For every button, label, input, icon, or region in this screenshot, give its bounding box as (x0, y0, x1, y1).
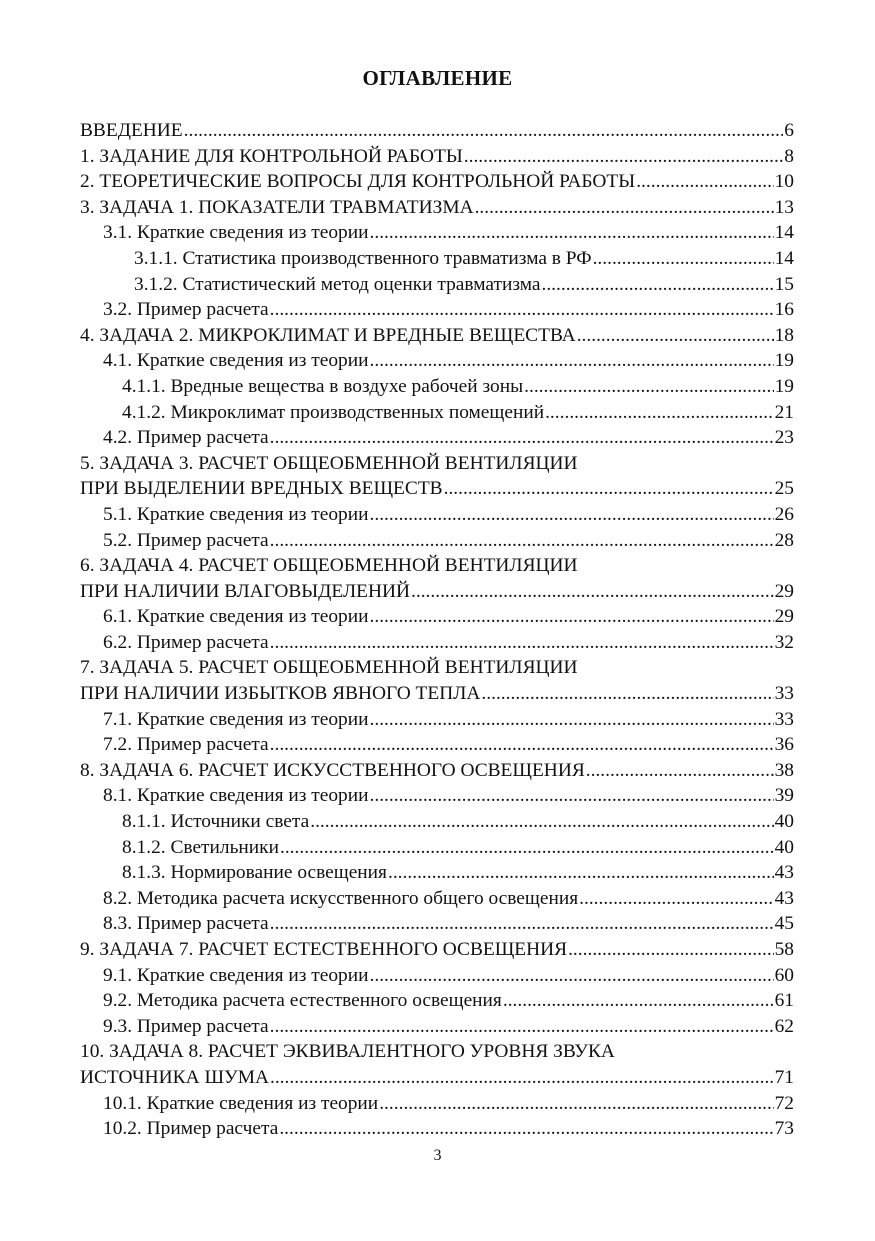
toc-entry-label: ВВЕДЕНИЕ (80, 120, 183, 141)
toc-entry-label: 9. ЗАДАЧА 7. РАСЧЕТ ЕСТЕСТВЕННОГО ОСВЕЩЕНИЯ (80, 939, 568, 960)
toc-entry-label: 7.2. Пример расчета (103, 734, 269, 756)
toc-entry-label: 8.1. Краткие сведения из теории (103, 785, 369, 807)
toc-entry[interactable] (80, 400, 794, 426)
toc-entry-page: 60 (774, 964, 794, 986)
toc-entry-heading-line[interactable] (80, 553, 794, 579)
dot-leader (370, 348, 774, 374)
toc-entry-page: 61 (774, 990, 794, 1012)
toc-entry-page: 43 (774, 862, 794, 884)
toc-entry[interactable] (80, 809, 794, 835)
toc-entry[interactable] (80, 323, 794, 349)
toc-entry-heading-line[interactable] (80, 451, 794, 477)
dot-leader (370, 963, 774, 989)
toc-entry-page: 38 (774, 759, 794, 781)
toc-entry-label: 3.2. Пример расчета (103, 299, 269, 321)
toc-entry[interactable] (80, 860, 794, 886)
toc-entry-label: 5.2. Пример расчета (103, 529, 269, 551)
dot-leader (270, 528, 774, 554)
toc-entry[interactable] (80, 988, 794, 1014)
toc-entry[interactable] (80, 758, 794, 784)
toc-entry-label: 9.3. Пример расчета (103, 1015, 269, 1037)
toc-entry-page: 33 (774, 683, 794, 705)
dot-leader (279, 1116, 773, 1142)
dot-leader (270, 911, 774, 937)
toc-entry[interactable] (80, 1091, 794, 1117)
toc-entry-label: 4.1.2. Микроклимат производственных помещений (122, 401, 545, 423)
toc-entry-page: 28 (774, 529, 794, 551)
dot-leader (370, 783, 774, 809)
toc-entry-label: 8.1.1. Источники света (122, 811, 310, 833)
dot-leader (370, 502, 774, 528)
toc-entry-page: 18 (774, 324, 794, 346)
toc-entry[interactable] (80, 1116, 794, 1142)
toc-entry[interactable] (80, 886, 794, 912)
toc-entry-label: 9.2. Методика расчета естественного освещения (103, 990, 502, 1012)
toc-entry-page: 21 (774, 401, 794, 423)
toc-entry[interactable] (80, 604, 794, 630)
toc-entry[interactable] (80, 272, 794, 298)
toc-entry-label: 3.1.1. Статистика производственного травматизма в РФ (134, 247, 592, 269)
toc-entry-page: 14 (774, 247, 794, 269)
toc-entry-page: 45 (774, 913, 794, 935)
toc-entry-label: 6. ЗАДАЧА 4. РАСЧЕТ ОБЩЕОБМЕННОЙ ВЕНТИЛЯЦИИ (80, 555, 578, 577)
toc-title: ОГЛАВЛЕНИЕ (362, 66, 513, 90)
toc-entry-page: 6 (784, 120, 794, 141)
toc-entry-page: 19 (774, 375, 794, 397)
toc-entry-label: 10. ЗАДАЧА 8. РАСЧЕТ ЭКВИВАЛЕНТНОГО УРОВНЯ ЗВУКА (80, 1041, 615, 1063)
dot-leader (593, 246, 774, 272)
toc-entry-label: 10.2. Пример расчета (103, 1118, 279, 1140)
toc-entry-label: 8.1.3. Нормирование освещения (122, 862, 387, 884)
toc-entry-page: 32 (774, 631, 794, 653)
toc-entry-page: 16 (774, 299, 794, 321)
toc-entry-label: ПРИ ВЫДЕЛЕНИИ ВРЕДНЫХ ВЕЩЕСТВ (80, 478, 443, 500)
toc-entry-page: 72 (774, 1092, 794, 1114)
toc-entry-label: 7. ЗАДАЧА 5. РАСЧЕТ ОБЩЕОБМЕННОЙ ВЕНТИЛЯЦИИ (80, 657, 578, 679)
toc-entry-label: 3.1.2. Статистический метод оценки травматизма (134, 273, 541, 295)
dot-leader (579, 886, 773, 912)
dot-leader (636, 169, 773, 195)
toc-entry-page: 13 (774, 196, 794, 218)
dot-leader (568, 937, 774, 963)
toc-entry-page: 23 (774, 427, 794, 449)
toc-entry-label: 4.2. Пример расчета (103, 427, 269, 449)
toc-entry-label: 3.1. Краткие сведения из теории (103, 222, 369, 244)
toc-entry[interactable] (80, 220, 794, 246)
toc-entry[interactable] (80, 246, 794, 272)
toc-entry[interactable] (80, 579, 794, 605)
toc-entry-label: ИСТОЧНИКА ШУМА (80, 1066, 269, 1088)
toc-entry[interactable] (80, 732, 794, 758)
dot-leader (310, 809, 773, 835)
toc-entry-page: 73 (774, 1118, 794, 1140)
toc-entry-label: 8.3. Пример расчета (103, 913, 269, 935)
toc-entry-heading-line[interactable] (80, 655, 794, 681)
toc-entry[interactable] (80, 144, 794, 170)
toc-entry[interactable] (80, 297, 794, 323)
toc-entry[interactable] (80, 783, 794, 809)
dot-leader (379, 1091, 773, 1117)
dot-leader (370, 707, 774, 733)
toc-entry-page: 39 (774, 785, 794, 807)
toc-entry-page: 29 (774, 606, 794, 628)
toc-entry-label: ПРИ НАЛИЧИИ ИЗБЫТКОВ ЯВНОГО ТЕПЛА (80, 683, 481, 705)
dot-leader (280, 835, 774, 861)
toc-entry-label: 7.1. Краткие сведения из теории (103, 708, 369, 730)
dot-leader (370, 604, 774, 630)
toc-entry[interactable] (80, 425, 794, 451)
dot-leader (270, 732, 774, 758)
dot-leader (586, 758, 774, 784)
toc-entry-label: 8. ЗАДАЧА 6. РАСЧЕТ ИСКУССТВЕННОГО ОСВЕЩЕНИЯ (80, 759, 585, 781)
toc-entry-page: 40 (774, 836, 794, 858)
toc-entry-label: 5. ЗАДАЧА 3. РАСЧЕТ ОБЩЕОБМЕННОЙ ВЕНТИЛЯЦИИ (80, 452, 578, 474)
page-number: 3 (433, 1147, 442, 1164)
dot-leader (388, 860, 774, 886)
dot-leader (545, 400, 774, 426)
dot-leader (184, 118, 784, 144)
toc-entry-page: 40 (774, 811, 794, 833)
toc-entry-page: 36 (774, 734, 794, 756)
toc-entry[interactable] (80, 963, 794, 989)
toc-entry-label: ПРИ НАЛИЧИИ ВЛАГОВЫДЕЛЕНИЙ (80, 580, 410, 602)
toc-entry-label: 5.1. Краткие сведения из теории (103, 503, 369, 525)
dot-leader (481, 681, 773, 707)
dot-leader (370, 220, 774, 246)
toc-entry-label: 10.1. Краткие сведения из теории (103, 1092, 379, 1114)
toc-entry-page: 58 (774, 939, 794, 960)
dot-leader (270, 1065, 774, 1091)
toc-entry[interactable] (80, 630, 794, 656)
toc-entry-label: 9.1. Краткие сведения из теории (103, 964, 369, 986)
toc-entry-page: 14 (774, 222, 794, 244)
toc-entry[interactable] (80, 502, 794, 528)
toc-entry[interactable] (80, 911, 794, 937)
dot-leader (503, 988, 774, 1014)
toc-entry[interactable] (80, 707, 794, 733)
table-of-contents (80, 118, 794, 1142)
toc-entry-page: 33 (774, 708, 794, 730)
toc-entry[interactable] (80, 348, 794, 374)
dot-leader (270, 1014, 774, 1040)
dot-leader (444, 476, 774, 502)
toc-entry-page: 10 (774, 171, 794, 193)
toc-entry[interactable] (80, 1014, 794, 1040)
dot-leader (270, 297, 774, 323)
toc-entry[interactable] (80, 835, 794, 861)
toc-entry-label: 4.1.1. Вредные вещества в воздухе рабочей зоны (122, 375, 524, 397)
dot-leader (541, 272, 773, 298)
toc-entry[interactable] (80, 528, 794, 554)
toc-entry[interactable] (80, 118, 794, 144)
dot-leader (524, 374, 773, 400)
toc-entry-page: 8 (784, 145, 794, 167)
toc-entry-label: 6.1. Краткие сведения из теории (103, 606, 369, 628)
toc-entry-label: 4.1. Краткие сведения из теории (103, 350, 369, 372)
toc-entry-label: 1. ЗАДАНИЕ ДЛЯ КОНТРОЛЬНОЙ РАБОТЫ (80, 145, 463, 167)
toc-entry[interactable] (80, 681, 794, 707)
toc-entry-page: 71 (774, 1066, 794, 1088)
toc-entry[interactable] (80, 169, 794, 195)
toc-entry[interactable] (80, 937, 794, 963)
toc-entry-label: 4. ЗАДАЧА 2. МИКРОКЛИМАТ И ВРЕДНЫЕ ВЕЩЕСТВА (80, 324, 576, 346)
toc-entry-label: 2. ТЕОРЕТИЧЕСКИЕ ВОПРОСЫ ДЛЯ КОНТРОЛЬНОЙ РАБОТЫ (80, 171, 636, 193)
toc-entry-page: 25 (774, 478, 794, 500)
toc-entry-page: 62 (774, 1015, 794, 1037)
toc-entry-heading-line[interactable] (80, 1039, 794, 1065)
toc-entry[interactable] (80, 1065, 794, 1091)
dot-leader (411, 579, 774, 605)
toc-entry-page: 15 (774, 273, 794, 295)
toc-entry-label: 6.2. Пример расчета (103, 631, 269, 653)
toc-entry-page: 29 (774, 580, 794, 602)
toc-entry[interactable] (80, 476, 794, 502)
toc-entry-label: 8.1.2. Светильники (122, 836, 279, 858)
dot-leader (475, 195, 774, 221)
dot-leader (577, 323, 774, 349)
dot-leader (270, 630, 774, 656)
toc-entry[interactable] (80, 374, 794, 400)
toc-entry[interactable] (80, 195, 794, 221)
toc-entry-label: 8.2. Методика расчета искусственного общего освещения (103, 887, 579, 909)
toc-entry-label: 3. ЗАДАЧА 1. ПОКАЗАТЕЛИ ТРАВМАТИЗМА (80, 196, 474, 218)
dot-leader (270, 425, 774, 451)
dot-leader (464, 144, 784, 170)
toc-entry-page: 26 (774, 503, 794, 525)
toc-entry-page: 43 (774, 887, 794, 909)
toc-entry-page: 19 (774, 350, 794, 372)
